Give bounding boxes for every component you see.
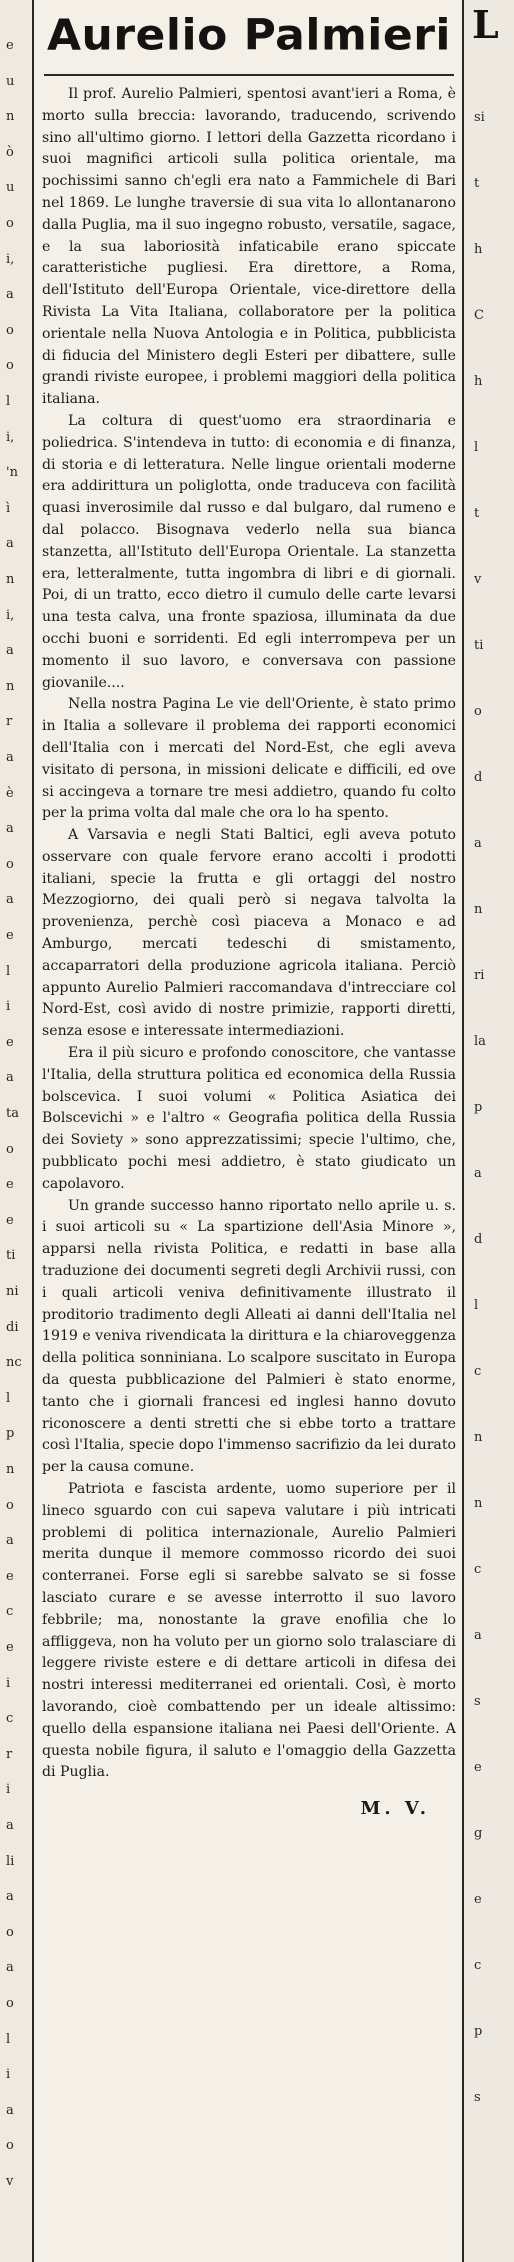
right-column-text-fragment: s: [474, 1694, 481, 1709]
left-column-text-fragment: n: [6, 1462, 15, 1477]
left-column-text-fragment: a: [6, 821, 14, 837]
left-column-text-fragment: v: [6, 2174, 14, 2189]
left-column-text-fragment: e: [6, 1177, 14, 1193]
left-column-text-fragment: ti: [6, 1248, 16, 1264]
left-column-text-fragment: i: [6, 999, 11, 1015]
left-column-text-fragment: c: [6, 1711, 14, 1727]
left-column-text-fragment: ì: [6, 500, 11, 516]
right-column-text-fragment: h: [474, 374, 483, 389]
right-column-text-fragment: s: [474, 2090, 481, 2105]
article-paragraph: Nella nostra Pagina Le vie dell'Oriente, è stato primo in Italia a sollevare il problema dei rapporti economici dell'Italia con i mercati del Nord-Est, che egli aveva visitato di persona, in missioni delicate e difficili, ed ove si accingeva a tornare tre mesi addietro, quando fu colto per la prima volta dal male che ora lo ha spento.: [42, 696, 456, 822]
left-column-text-fragment: o: [6, 1141, 14, 1157]
right-column-text-fragment: v: [474, 572, 482, 587]
right-column-text-fragment: d: [474, 770, 483, 785]
left-column-text-fragment: l: [6, 394, 11, 409]
article-paragraph: Il prof. Aurelio Palmieri, spentosi avant'ieri a Roma, è morto sulla breccia: lavorando, traducendo, scrivendo sino all'ultimo giorno. I lettori della Gazzetta ricordano i suoi magnifici articoli sulla politica orientale, ma pochissimi sanno ch'egli era nato a Fammichele di Bari nel 1869. Le lunghe traversie di sua vita lo allontanarono dalla Puglia, ma il suo ingegno robusto, versatile, sagace, e la sua laboriosità infaticabile erano spiccate caratteristiche pugliesi. Era direttore, a Roma, dell'Istituto dell'Europa Orientale, vice-direttore della Rivista La Vita Italiana, collaboratore per la politica orientale nella Nuova Antologia e in Politica, pubblicista di fiducia del Ministero degli Esteri per dibattere, sulle grandi riviste europee, i problemi maggiori della politica italiana.: [42, 86, 456, 408]
obituary-article: [34, 0, 464, 2262]
right-column-text-fragment: ri: [474, 968, 485, 983]
right-column-text-fragment: n: [474, 902, 483, 917]
left-column-text-fragment: a: [6, 1818, 14, 1833]
right-column-text-fragment: a: [474, 1628, 482, 1643]
article-paragraph: La coltura di quest'uomo era straordinaria e poliedrica. S'intendeva in tutto: di economia e di finanza, di storia e di letteratura. Nelle lingue orientali moderne era addirittura un poliglotta, onde traduceva con facilità quasi inverosimile dal russo e dal bulgaro, dal rumeno e dal polacco. Bisognava vederlo nella sua bianca stanzetta, all'Istituto dell'Europa Orientale. La stanzetta era, letteralmente, tutta ingombra di libri e di giornali. Poi, di un tratto, ecco dietro il cumulo delle carte levarsi una testa calva, una fronte spaziosa, illuminata da due occhi buoni e sorridenti. Ed egli interrompeva per un momento il suo lavoro, e conversava con passione giovanile....: [42, 412, 456, 691]
right-column-text-fragment: p: [474, 1100, 483, 1115]
left-column-text-fragment: o: [6, 1996, 14, 2011]
left-column-text-fragment: a: [6, 892, 14, 908]
left-column-text-fragment: a: [6, 287, 14, 303]
right-column-text-fragment: si: [474, 110, 485, 125]
left-column-text-fragment: è: [6, 785, 14, 801]
left-column-text-fragment: a: [6, 1070, 14, 1086]
right-column-text-fragment: g: [474, 1826, 483, 1841]
right-column-text-fragment: c: [474, 1562, 482, 1577]
left-column-text-fragment: a: [6, 1889, 14, 1905]
left-column-text-fragment: a: [6, 1960, 14, 1976]
right-column-text-fragment: l: [474, 440, 479, 455]
left-column-text-fragment: a: [6, 750, 14, 765]
headline: Aurelio Palmieri: [46, 10, 452, 61]
left-column-fragment: [0, 0, 34, 2262]
right-column-text-fragment: d: [474, 1232, 483, 1247]
article-body: [34, 84, 464, 1784]
author-signature: M. V.: [360, 1798, 430, 1820]
left-column-text-fragment: a: [6, 1533, 14, 1549]
left-column-text-fragment: o: [6, 358, 14, 374]
left-column-text-fragment: a: [6, 536, 14, 552]
right-column-text-fragment: la: [474, 1034, 486, 1049]
left-column-text-fragment: a: [6, 2102, 14, 2118]
left-column-text-fragment: o: [6, 322, 14, 338]
article-paragraph: Patriota e fascista ardente, uomo superiore per il lineco sguardo con cui sapeva valutare i più intricati problemi di politica internazionale, Aurelio Palmieri merita dunque il memore commosso ricordo dei suoi conterranei. Forse egli si sarebbe salvato se si fosse lasciato curare e se avesse interrotto il suo lavoro febbrile; ma, nonostante la grave enofilia che lo affliggeva, non ha voluto per un giorno solo tralasciare di leggere riviste estere e di dettare articoli in difesa dei nostri interessi mediterranei ed orientali. Così, è morto lavorando, cioè combattendo per un ideale altissimo: quello della espansione italiana nei Paesi dell'Oriente. A questa nobile figura, il saluto e l'omaggio della Gazzetta di Puglia.: [42, 1481, 456, 1781]
right-column-text-fragment: e: [474, 1892, 482, 1907]
right-column-text-fragment: t: [474, 176, 480, 191]
left-column-text-fragment: i: [6, 2067, 11, 2083]
left-column-text-fragment: e: [6, 38, 14, 53]
right-column-text-fragment: h: [474, 242, 483, 257]
left-column-text-fragment: n: [6, 572, 15, 587]
left-column-text-fragment: e: [6, 1034, 14, 1050]
left-column-text-fragment: l: [6, 1390, 11, 1406]
left-column-text-fragment: r: [6, 1746, 13, 1762]
left-column-text-fragment: 'n: [6, 465, 18, 481]
left-column-text-fragment: ta: [6, 1106, 19, 1121]
right-column-text-fragment: a: [474, 1166, 482, 1181]
left-column-text-fragment: i,: [6, 429, 15, 445]
left-column-text-fragment: u: [6, 73, 15, 89]
right-column-text-fragment: p: [474, 2024, 483, 2039]
left-column-text-fragment: e: [6, 1568, 14, 1584]
right-column-text-fragment: n: [474, 1496, 483, 1511]
left-column-text-fragment: n: [6, 109, 15, 125]
article-paragraph: Era il più sicuro e profondo conoscitore, che vantasse l'Italia, della struttura politica ed economica della Russia bolscevica. I suoi volumi « Politica Asiatica dei Bolscevichi » e l'altro « Geografia politica della Russia dei Soviety » sono apprezzatissimi; specie l'ultimo, che, pubblicato pochi mesi addietro, è stato giudicato un capolavoro.: [42, 1045, 456, 1192]
left-column-text-fragment: n: [6, 678, 15, 694]
right-column-headline-fragment: L: [472, 2, 499, 47]
left-column-text-fragment: l: [6, 963, 11, 979]
left-column-text-fragment: li: [6, 1853, 15, 1869]
left-column-text-fragment: nc: [6, 1355, 22, 1371]
right-column-text-fragment: n: [474, 1430, 483, 1445]
left-column-text-fragment: o: [6, 856, 14, 872]
left-column-text-fragment: ò: [6, 144, 14, 160]
left-column-text-fragment: i: [6, 1782, 11, 1798]
left-column-text-fragment: e: [6, 1640, 14, 1655]
left-column-text-fragment: i,: [6, 607, 15, 623]
right-column-text-fragment: a: [474, 836, 482, 851]
left-column-text-fragment: o: [6, 216, 14, 231]
right-column-text-fragment: l: [474, 1298, 479, 1313]
left-column-text-fragment: o: [6, 1497, 14, 1513]
left-column-text-fragment: di: [6, 1319, 19, 1335]
article-paragraph: Un grande successo hanno riportato nello aprile u. s. i suoi articoli su « La spartizione dell'Asia Minore », apparsi nella rivista Politica, e redatti in base alla traduzione dei documenti segreti degli Archivii russi, con i quali articoli veniva definitivamente illustrato il proditorio tradimento degli Alleati ai danni dell'Italia nel 1919 e veniva rivendicata la dirittura e la chiaroveggenza della politica sonniniana. Lo scalpore suscitato in Europa da questa pubblicazione del Palmieri è stato enorme, tanto che i giornali francesi ed inglesi hanno dovuto riconoscere a denti stretti che si ebbe torto a trattare così l'Italia, specie dopo l'immenso sacrifizio da lei durato per la causa comune.: [42, 1197, 456, 1476]
left-column-text-fragment: i: [6, 1675, 11, 1691]
left-column-text-fragment: a: [6, 643, 14, 659]
headline-rule: [44, 74, 454, 76]
right-column-text-fragment: t: [474, 506, 480, 521]
right-column-text-fragment: C: [474, 308, 484, 323]
left-column-text-fragment: e: [6, 928, 14, 943]
left-column-text-fragment: i,: [6, 251, 15, 267]
left-column-text-fragment: e: [6, 1212, 14, 1228]
left-column-text-fragment: o: [6, 2138, 14, 2154]
article-paragraph: A Varsavia e negli Stati Baltici, egli aveva potuto osservare con quale fervore erano accolti i prodotti italiani, specie la frutta e gli ortaggi del nostro Mezzogiorno, dei quali però si negava talvolta la provenienza, perchè così piaceva a Monaco e ad Amburgo, mercati tedeschi di smistamento, accaparratori della produzione agricola italiana. Perciò appunto Aurelio Palmieri raccomandava d'intrecciare col Nord-Est, così avido di nostre primizie, rapporti diretti, senza esose e interessate intermediazioni.: [42, 827, 456, 1040]
left-column-text-fragment: c: [6, 1604, 14, 1620]
right-column-text-fragment: ti: [474, 638, 484, 653]
right-column-fragment: [462, 0, 514, 2262]
left-column-text-fragment: u: [6, 180, 15, 196]
left-column-text-fragment: r: [6, 714, 13, 730]
right-column-text-fragment: c: [474, 1958, 482, 1973]
right-column-text-fragment: o: [474, 704, 482, 719]
left-column-text-fragment: l: [6, 2031, 11, 2047]
left-column-text-fragment: ni: [6, 1284, 19, 1299]
right-column-text-fragment: e: [474, 1760, 482, 1775]
left-column-text-fragment: p: [6, 1426, 15, 1442]
right-column-text-fragment: c: [474, 1364, 482, 1379]
left-column-text-fragment: o: [6, 1924, 14, 1940]
